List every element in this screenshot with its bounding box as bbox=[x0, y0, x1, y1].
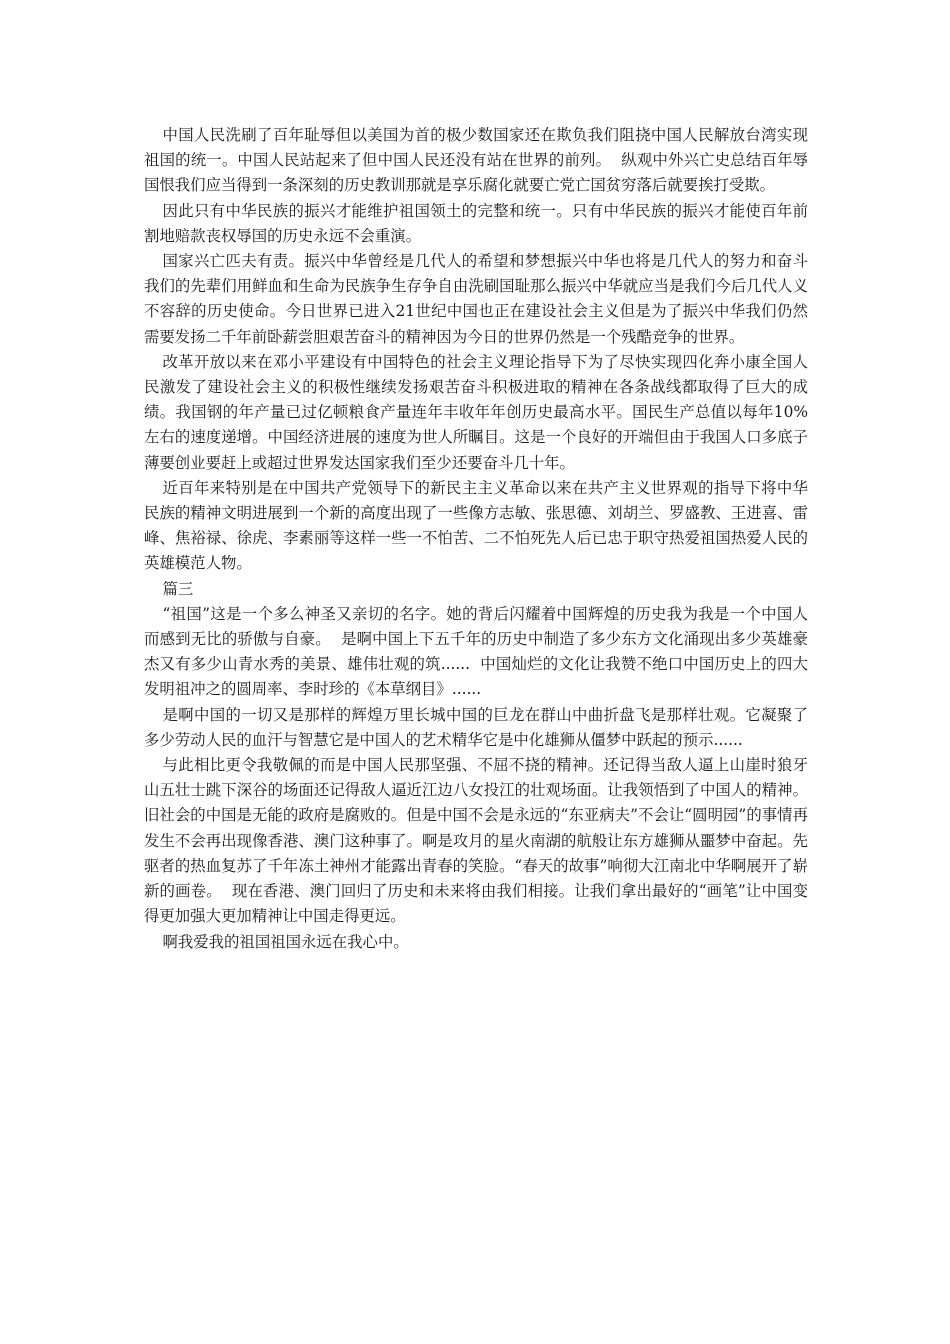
paragraph: 国家兴亡匹夫有责。振兴中华曾经是几代人的希望和梦想振兴中华也将是几代人的努力和奋斗我们的先辈们用鲜血和生命为民族争生存争自由洗刷国耻那么振兴中华就应当是我们今后几代人义不容辞的历史使命。今日世界已进入21世纪中国也正在建设社会主义但是为了振兴中华我们仍然需要发扬二千年前卧薪尝胆艰苦奋斗的精神因为今日的世界仍然是一个残酷竞争的世界。 bbox=[144, 252, 808, 346]
section-heading: 篇三 bbox=[162, 579, 194, 598]
paragraph: 啊我爱我的祖国祖国永远在我心中。 bbox=[162, 932, 409, 951]
document-body bbox=[144, 123, 808, 955]
paragraph: “祖国”这是一个多么神圣又亲切的名字。她的背后闪耀着中国辉煌的历史我为我是一个中国人而感到无比的骄傲与自豪。 是啊中国上下五千年的历史中制造了多少东方文化涌现出多少英雄豪杰又有多少山青水秀的美景、雄伟壮观的筑...... 中国灿烂的文化让我赞不绝口中国历史上的四大发明祖冲之的圆周率、李时珍的《本草纲目》...... bbox=[144, 604, 808, 699]
paragraph: 与此相比更令我敬佩的而是中国人民那坚强、不屈不挠的精神。还记得当敌人逼上山崖时狼牙山五壮士跳下深谷的场面还记得敌人逼近江边八女投江的壮观场面。让我领悟到了中国人的精神。旧社会的中国是无能的政府是腐败的。但是中国不会是永远的“东亚病夫”不会让“圆明园”的事情再发生不会再出现像香港、澳门这种事了。啊是攻月的星火南湖的航般让东方雄狮从噩梦中奋起。先驱者的热血复苏了千年冻土神州才能露出青春的笑脸。“春天的故事”响彻大江南北中华啊展开了崭新的画卷。 现在香港、澳门回归了历史和未来将由我们相接。让我们拿出最好的“画笔”让中国变得更加强大更加精神让中国走得更远。 bbox=[144, 756, 808, 926]
paragraph: 改革开放以来在邓小平建设有中国特色的社会主义理论指导下为了尽快实现四化奔小康全国人民激发了建设社会主义的积极性继续发扬艰苦奋斗积极进取的精神在各条战线都取得了巨大的成绩。我国钢的年产量已过亿顿粮食产量连年丰收年年创历史最高水平。国民生产总值以每年10%左右的速度递增。中国经济进展的速度为世人所瞩目。这是一个良好的开端但由于我国人口多底子薄要创业要赶上或超过世界发达国家我们至少还要奋斗几十年。 bbox=[144, 352, 808, 472]
paragraph: 中国人民洗刷了百年耻辱但以美国为首的极少数国家还在欺负我们阻挠中国人民解放台湾实现祖国的统一。中国人民站起来了但中国人民还没有站在世界的前列。 纵观中外兴亡史总结百年辱国恨我们应当得到一条深刻的历史教训那就是享乐腐化就要亡党亡国贫穷落后就要挨打受欺。 bbox=[144, 126, 808, 195]
paragraph: 因此只有中华民族的振兴才能维护祖国领土的完整和统一。只有中华民族的振兴才能使百年前割地赔款丧权辱国的历史永远不会重演。 bbox=[144, 201, 808, 245]
paragraph: 近百年来特别是在中国共产党领导下的新民主主义革命以来在共产主义世界观的指导下将中华民族的精神文明进展到一个新的高度出现了一些像方志敏、张思德、刘胡兰、罗盛教、王进喜、雷峰、焦裕禄、徐虎、李素丽等这样一些一不怕苦、二不怕死先人后已忠于职守热爱祖国热爱人民的英雄模范人物。 bbox=[144, 478, 808, 573]
paragraph: 是啊中国的一切又是那样的辉煌万里长城中国的巨龙在群山中曲折盘飞是那样壮观。它凝聚了多少劳动人民的血汗与智慧它是中国人的艺术精华它是中化雄狮从僵梦中跃起的预示...... bbox=[144, 705, 808, 749]
